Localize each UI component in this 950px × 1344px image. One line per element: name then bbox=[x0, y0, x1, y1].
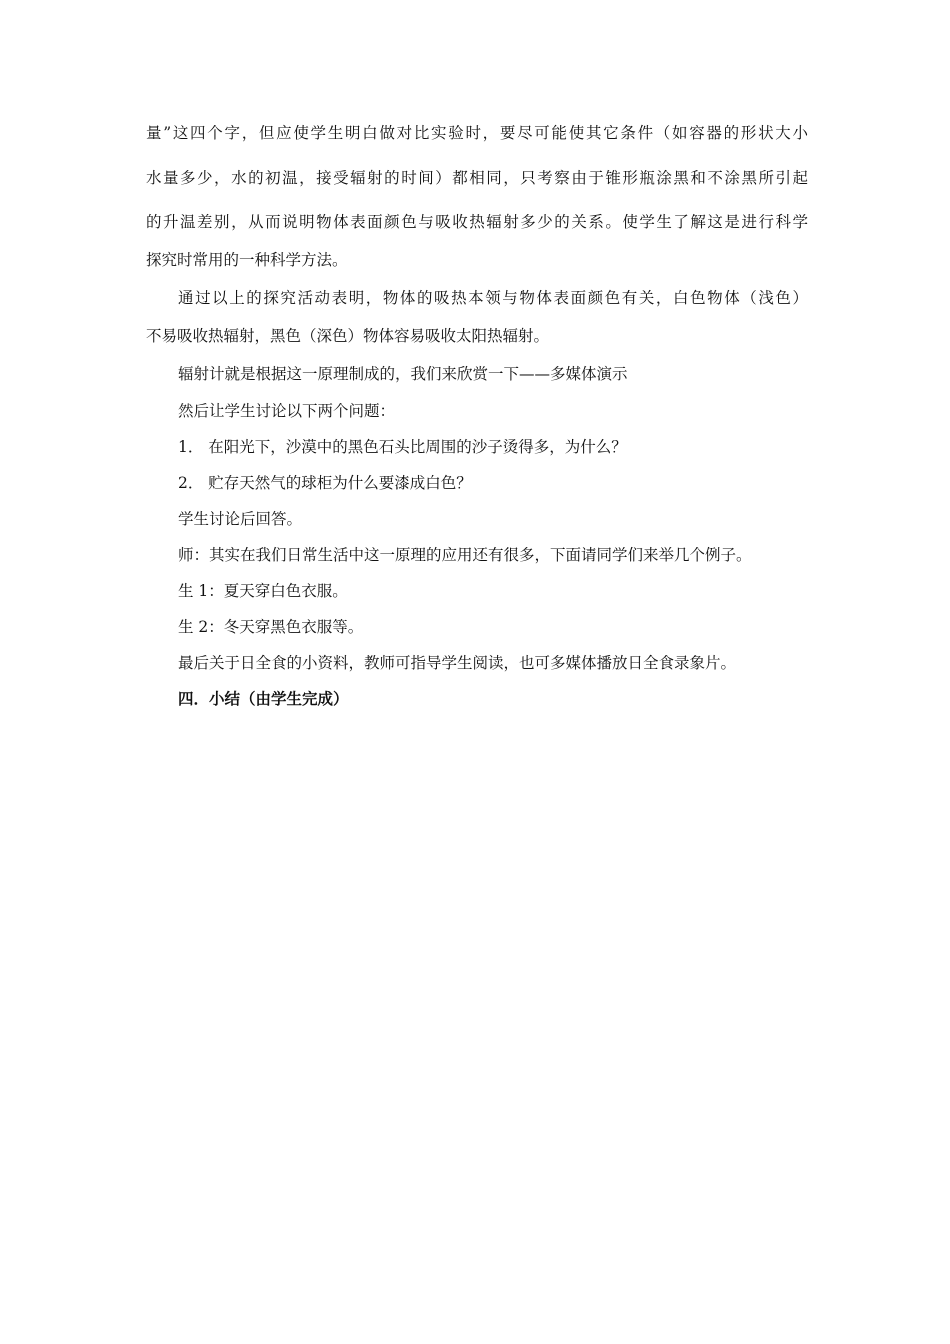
paragraph-4: 然后让学生讨论以下两个问题： bbox=[178, 402, 396, 420]
question-2: 2． 贮存天然气的球柜为什么要漆成白色？ bbox=[178, 474, 472, 492]
paragraph-2-line-2: 不易吸收热辐射，黑色（深色）物体容易吸收太阳热辐射。 bbox=[146, 327, 550, 345]
paragraph-7: 生 1：夏天穿白色衣服。 bbox=[178, 582, 348, 600]
paragraph-1-line-3: 的升温差别，从而说明物体表面颜色与吸收热辐射多少的关系。使学生了解这是进行科学 bbox=[146, 213, 808, 231]
section-heading: 四．小结（由学生完成） bbox=[178, 690, 349, 708]
paragraph-5: 学生讨论后回答。 bbox=[178, 510, 303, 528]
paragraph-1-line-4: 探究时常用的一种科学方法。 bbox=[146, 251, 348, 269]
paragraph-1-line-1: 量”这四个字，但应使学生明白做对比实验时，要尽可能使其它条件（如容器的形状大小 bbox=[146, 124, 808, 142]
paragraph-8: 生 2：冬天穿黑色衣服等。 bbox=[178, 618, 364, 636]
paragraph-1-line-2: 水量多少，水的初温，接受辐射的时间）都相同，只考察由于锥形瓶涂黑和不涂黑所引起 bbox=[146, 169, 808, 187]
paragraph-2-line-1: 通过以上的探究活动表明，物体的吸热本领与物体表面颜色有关，白色物体（浅色） bbox=[178, 289, 808, 307]
question-1: 1． 在阳光下，沙漠中的黑色石头比周围的沙子烫得多，为什么？ bbox=[178, 438, 627, 456]
paragraph-6: 师：其实在我们日常生活中这一原理的应用还有很多，下面请同学们来举几个例子。 bbox=[178, 546, 752, 564]
paragraph-9: 最后关于日全食的小资料，教师可指导学生阅读，也可多媒体播放日全食录象片。 bbox=[178, 654, 737, 672]
paragraph-3: 辐射计就是根据这一原理制成的，我们来欣赏一下——多媒体演示 bbox=[178, 365, 628, 383]
